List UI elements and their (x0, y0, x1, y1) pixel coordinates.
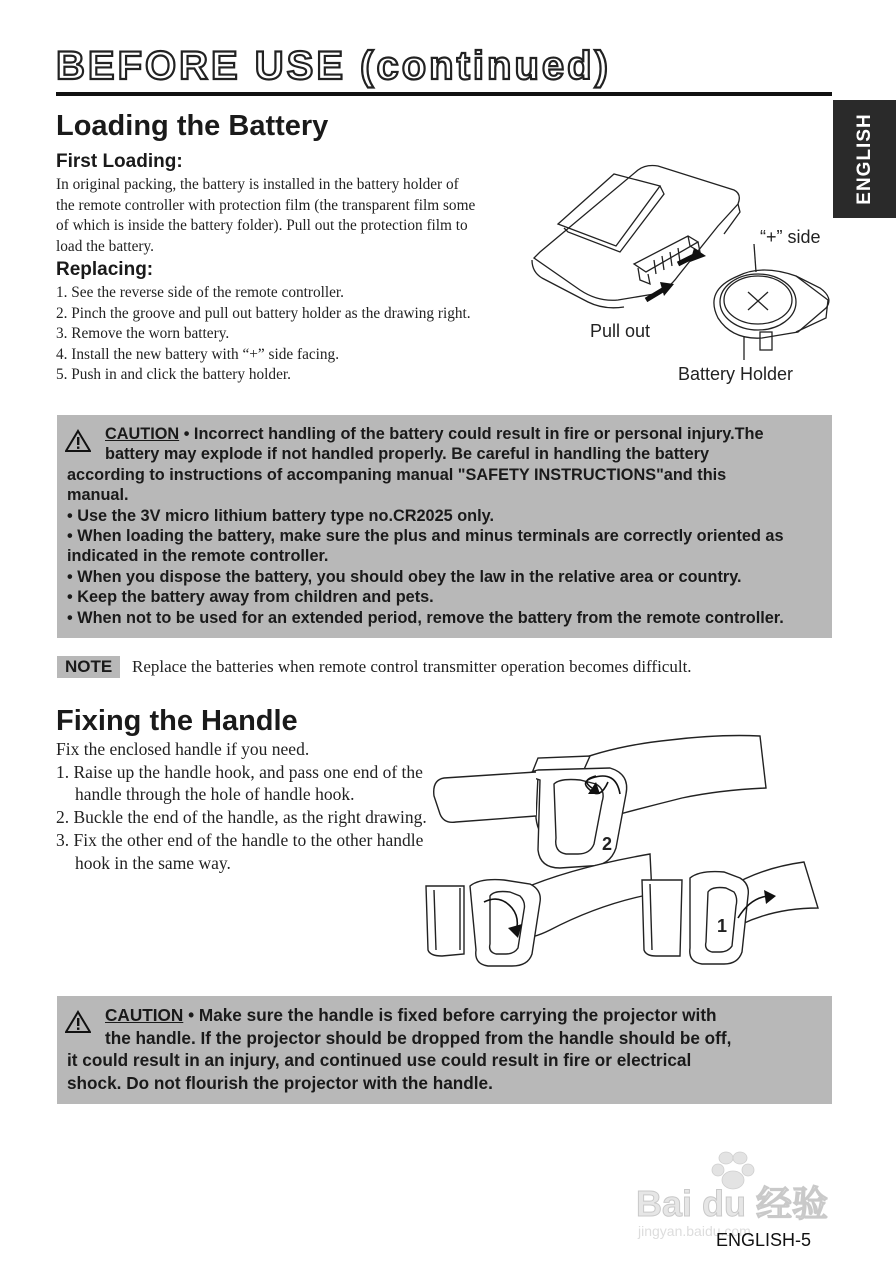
language-tab-label: ENGLISH (853, 113, 875, 205)
replacing-heading: Replacing: (56, 259, 154, 280)
caution-line: the handle. If the projector should be dropped from the handle should be off, (105, 1027, 732, 1048)
caution-line: • When not to be used for an extended period, remove the battery from the remote controller. (67, 608, 784, 627)
caution-label: CAUTION (105, 1005, 184, 1025)
first-loading-text (56, 175, 536, 257)
handle-intro: Fix the enclosed handle if you need. (56, 739, 310, 759)
caution-lead-line (67, 424, 824, 444)
caution-lead-line (67, 1004, 824, 1027)
replacing-step: 1. See the reverse side of the remote controller. (56, 284, 344, 301)
caution-label: CAUTION (105, 425, 180, 443)
caution-line: battery may explode if not handled properly. Be careful in handling the battery (105, 445, 710, 464)
caution-line: • Use the 3V micro lithium battery type no.CR2025 only. (67, 506, 495, 525)
first-loading-line: In original packing, the battery is installed in the battery holder of (56, 176, 459, 193)
replacing-step: 3. Remove the worn battery. (56, 325, 230, 342)
handle-step: 3. Fix the other end of the handle to the other handle (56, 829, 424, 850)
language-tab (833, 100, 896, 218)
battery-section-heading: Loading the Battery (56, 110, 329, 142)
handle-step: 1. Raise up the handle hook, and pass one end of the (56, 761, 423, 782)
caution-line: according to instructions of accompaning manual "SAFETY INSTRUCTIONS"and this (67, 465, 727, 484)
first-loading-heading: First Loading: (56, 151, 183, 172)
pull-out-label: Pull out (590, 321, 651, 341)
step-2-label: 2 (602, 834, 613, 854)
replacing-steps (56, 283, 471, 386)
caution-line: • When loading the battery, make sure the plus and minus terminals are correctly oriented as (67, 527, 784, 546)
caution-line: • When you dispose the battery, you should obey the law in the relative area or country. (67, 567, 742, 586)
caution-line: indicated in the remote controller. (67, 547, 329, 566)
title-rule (56, 92, 832, 96)
watermark-brand: Bai du 经验 (636, 1183, 829, 1224)
handle-step: 2. Buckle the end of the handle, as the right drawing. (56, 807, 427, 828)
handle-step-cont: hook in the same way. (75, 852, 231, 873)
page-number: ENGLISH-5 (716, 1230, 812, 1250)
battery-caution-box (57, 415, 832, 638)
watermark-url: jingyan.baidu.com (638, 1223, 751, 1239)
handle-illustration (420, 718, 830, 968)
handle-step-cont: handle through the hole of handle hook. (75, 784, 355, 805)
page-title: BEFORE USE (continued) (56, 44, 611, 88)
note-label: NOTE (57, 656, 120, 678)
battery-holder-illustration (528, 160, 838, 360)
first-loading-line: of which is inside the battery folder). Pull out the protection film to (56, 217, 468, 234)
handle-caution-box (57, 996, 832, 1104)
caution-line: it could result in an injury, and continued use could result in fire or electrical (67, 1050, 692, 1070)
caution-line: manual. (67, 486, 129, 505)
replacing-step: 4. Install the new battery with “+” side facing. (56, 345, 340, 363)
handle-section-heading: Fixing the Handle (56, 705, 298, 737)
step-1-label: 1 (717, 916, 728, 936)
caution-lead-text: • Incorrect handling of the battery could result in fire or personal injury.The (183, 425, 764, 443)
warning-triangle-icon (65, 1010, 91, 1034)
battery-holder-label: Battery Holder (678, 364, 794, 384)
warning-triangle-icon (65, 429, 91, 453)
caution-lead-text: • Make sure the handle is fixed before carrying the projector with (188, 1005, 717, 1025)
first-loading-line: load the battery. (56, 237, 154, 255)
note-text: Replace the batteries when remote control transmitter operation becomes difficult. (132, 657, 692, 676)
plus-side-label: “+” side (760, 227, 821, 247)
replacing-step: 5. Push in and click the battery holder. (56, 366, 291, 383)
replacing-step: 2. Pinch the groove and pull out battery holder as the drawing right. (56, 304, 471, 322)
caution-line: shock. Do not flourish the projector with the handle. (67, 1072, 493, 1093)
caution-line: • Keep the battery away from children and pets. (67, 588, 434, 607)
first-loading-line: the remote controller with protection film (the transparent film some (56, 196, 476, 214)
